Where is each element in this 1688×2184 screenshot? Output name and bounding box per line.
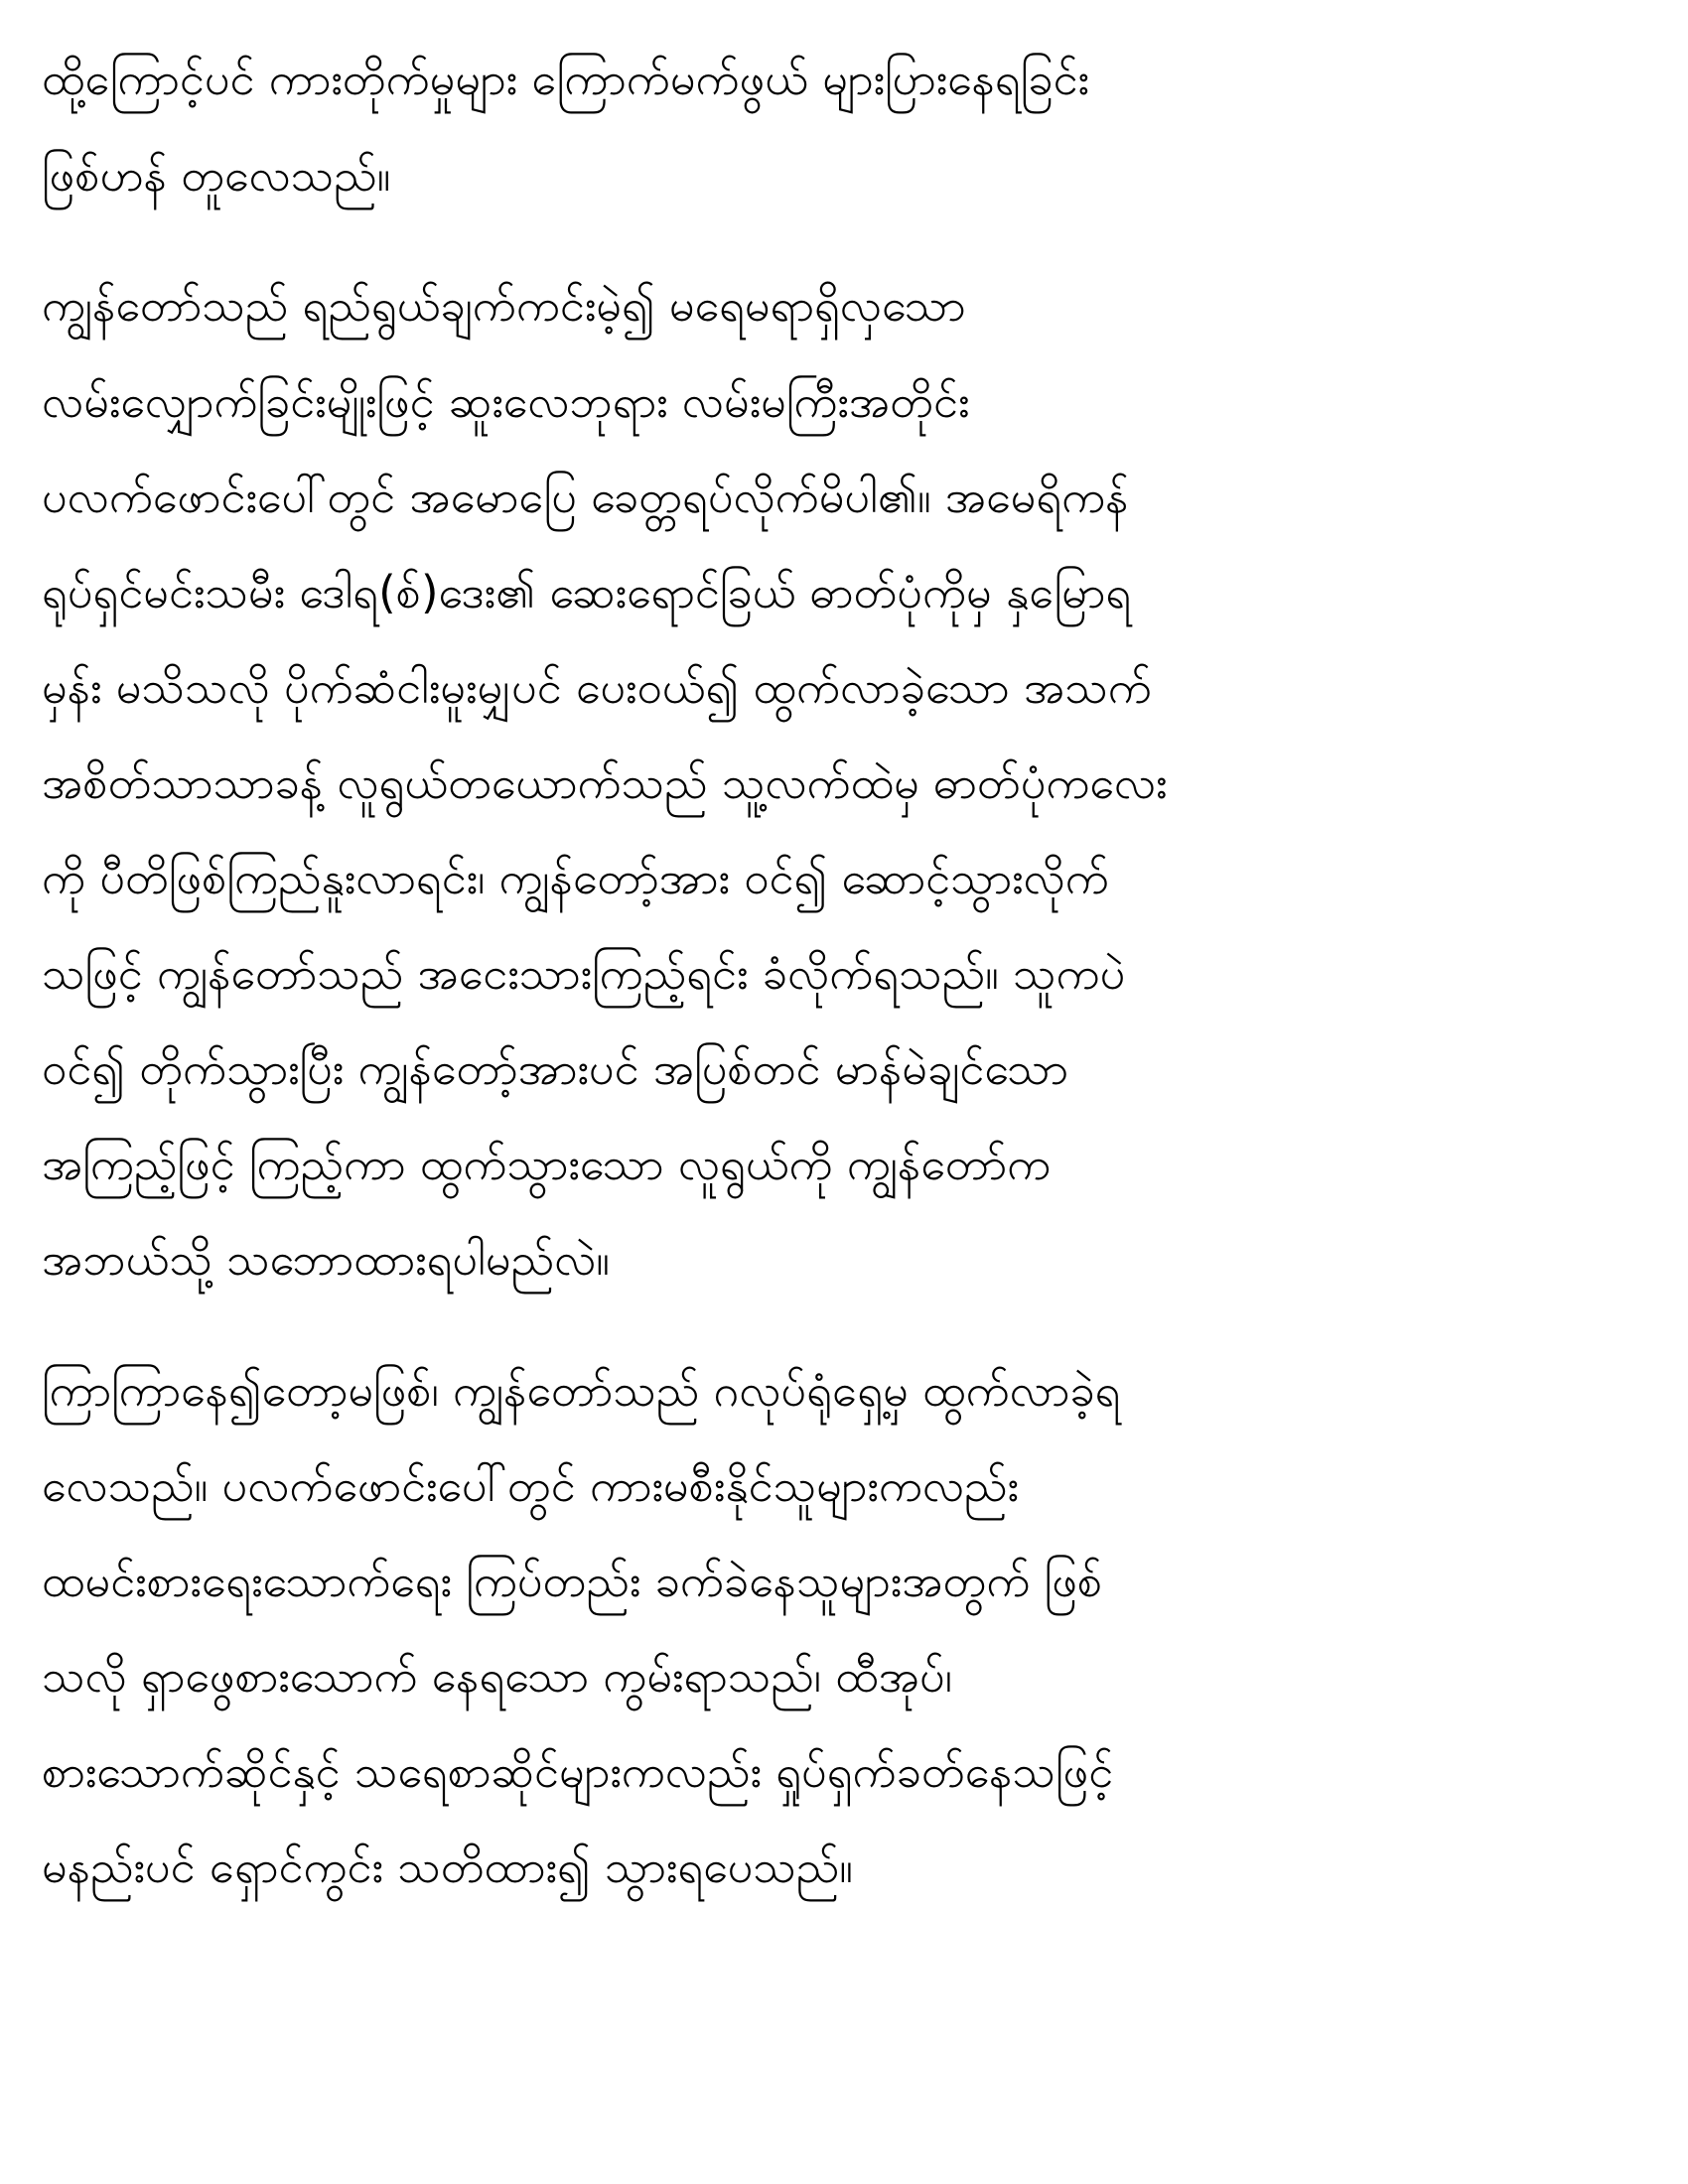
text-line: ပလက်ဖောင်းပေါ်တွင် အမောပြေ ခေတ္တရပ်လိုက်မိပါ၏။ အမေရိကန် xyxy=(42,471,1129,523)
text-line: ရုပ်ရှင်မင်းသမီး ဒေါရ(စ်)ဒေး၏ ဆေးရောင်ခြယ် ဓာတ်ပုံကိုမှ နှမြောရ xyxy=(42,566,1132,618)
text-line: သလို ရှာဖွေစားသောက် နေရသော ကွမ်းရာသည်၊ ထီအုပ်၊ xyxy=(42,1650,952,1703)
text-line: အကြည့်ဖြင့် ကြည့်ကာ ထွက်သွားသော လူရွယ်ကို ကျွန်တော်က xyxy=(42,1138,1052,1190)
text-line: ကြာကြာနေ၍တော့မဖြစ်၊ ကျွန်တော်သည် ဂလုပ်ရုံရှေ့မှ ထွက်လာခဲ့ရ xyxy=(42,1364,1121,1417)
text-line: မနည်းပင် ရှောင်ကွင်း သတိထား၍ သွားရပေသည်။ xyxy=(42,1841,853,1893)
text-line: ၀င်၍ တိုက်သွားပြီး ကျွန်တော့်အားပင် အပြစ်တင် မာန်မဲချင်သော xyxy=(42,1042,1069,1095)
text-line: ထမင်းစားရေးသောက်ရေး ကြပ်တည်း ခက်ခဲနေသူများအတွက် ဖြစ် xyxy=(42,1555,1103,1607)
text-line: မှန်း မသိသလို ပိုက်ဆံငါးမူးမျှပင် ပေး၀ယ်၍ ထွက်လာခဲ့သော အသက် xyxy=(42,661,1152,714)
text-line: သဖြင့် ကျွန်တော်သည် အငေးသားကြည့်ရင်း ခံလိုက်ရသည်။ သူကပဲ xyxy=(42,947,1126,1000)
text-line: အစိတ်သာသာခန့် လူရွယ်တယောက်သည် သူ့လက်ထဲမှ ဓာတ်ပုံကလေး xyxy=(42,756,1168,809)
text-line: လေသည်။ ပလက်ဖောင်းပေါ်တွင် ကားမစီးနိုင်သူများကလည်း xyxy=(42,1459,1019,1512)
text-line: ကို ပီတိဖြစ်ကြည်နူးလာရင်း၊ ကျွန်တော့်အား ၀င်၍ ဆောင့်သွားလိုက် xyxy=(42,852,1109,904)
text-line: ထို့ကြောင့်ပင် ကားတိုက်မှုများ ကြောက်မက်ဖွယ် များပြားနေရခြင်း xyxy=(42,53,1089,105)
text-line: အဘယ်သို့ သဘောထားရပါမည်လဲ။ xyxy=(42,1233,610,1286)
text-line: ဖြစ်ဟန် တူလေသည်။ xyxy=(42,149,391,202)
text-line: ကျွန်တော်သည် ရည်ရွယ်ချက်ကင်းမဲ့၍ မရေမရာရှိလှသော xyxy=(42,279,966,332)
text-line: လမ်းလျှောက်ခြင်းမျိုးဖြင့် ဆူးလေဘုရား လမ်းမကြီးအတိုင်း xyxy=(42,375,970,428)
text-line: စားသောက်ဆိုင်နှင့် သရေစာဆိုင်များကလည်း ရှုပ်ရှက်ခတ်နေသဖြင့် xyxy=(42,1745,1114,1798)
